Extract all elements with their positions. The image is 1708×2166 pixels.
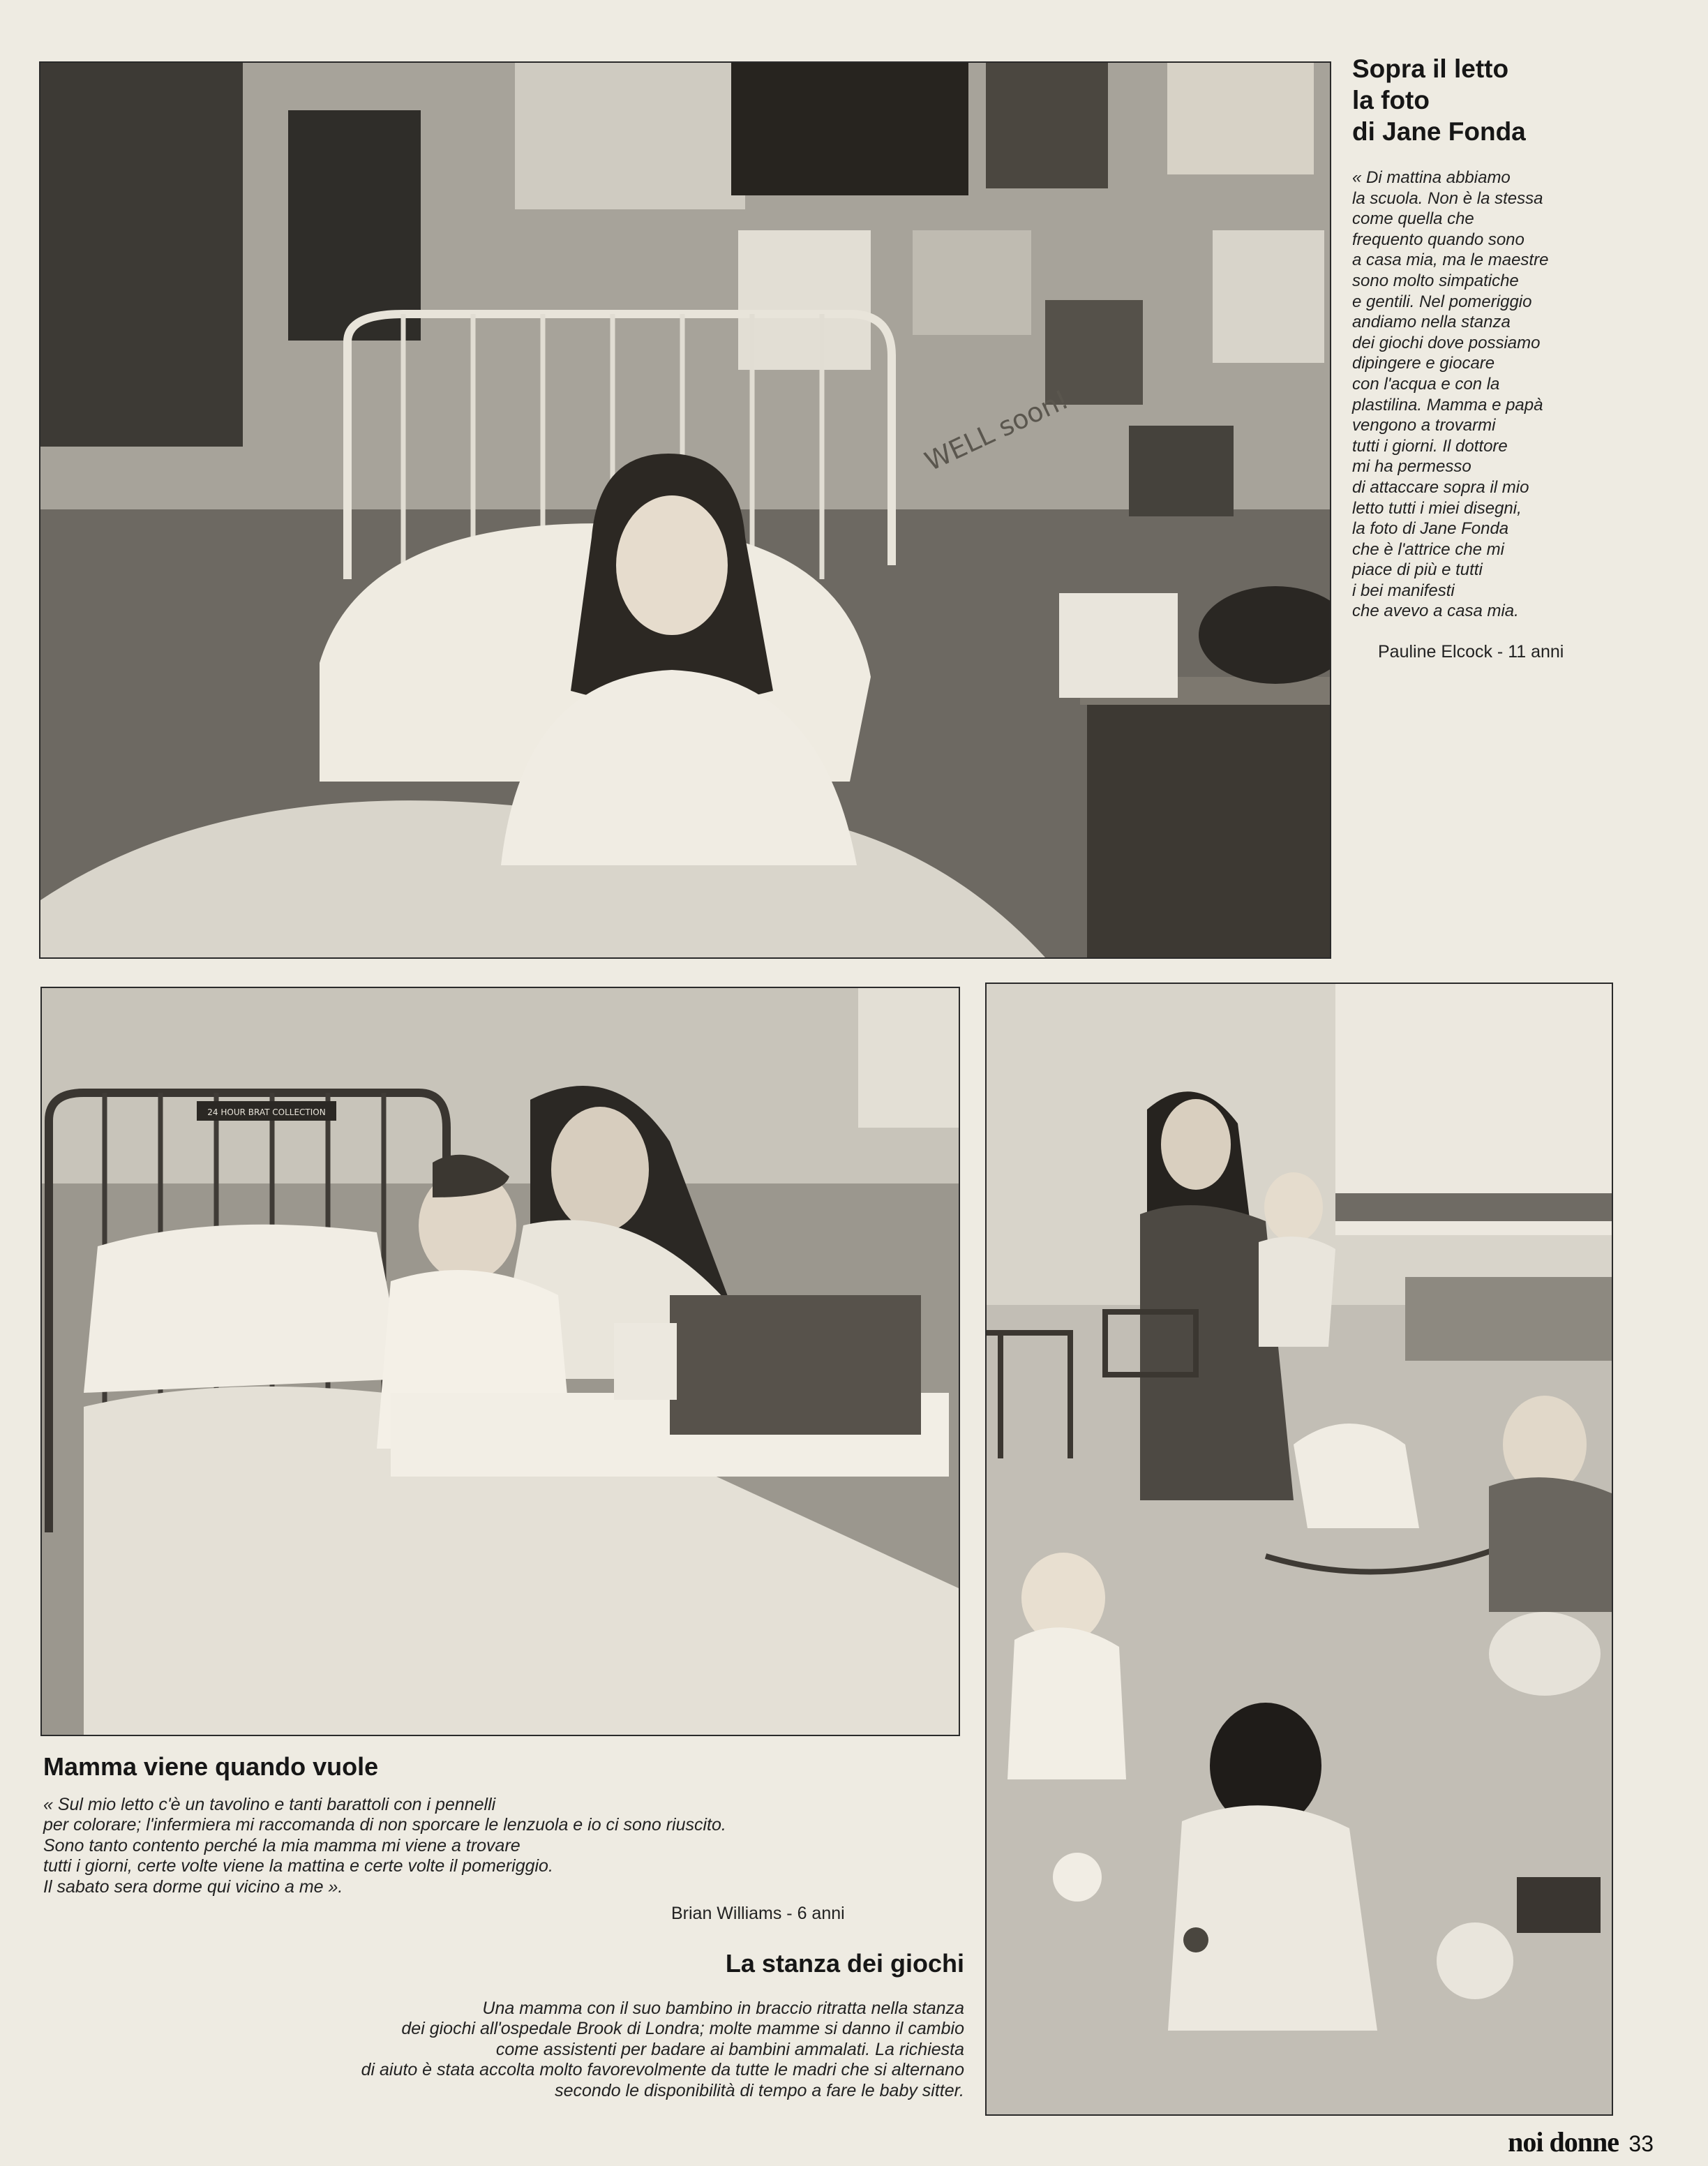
quote-line: Sono tanto contento perché la mia mamma mi viene a trovare [43, 1835, 520, 1855]
caption-line: di aiuto è stata accolta molto favorevolmente da tutte le madri che si alternano [361, 2060, 964, 2080]
quote-line: con l'acqua e con la [1352, 374, 1500, 394]
quote-line: piace di più e tutti [1352, 560, 1483, 580]
quote-line: mi ha permesso [1352, 457, 1471, 477]
quote-line: plastilina. Mamma e papà [1352, 395, 1543, 414]
article-middle-title: Mamma viene quando vuole [43, 1752, 379, 1781]
photo-girl-in-bed [39, 61, 1331, 959]
wall-card-text: WELL soon! [920, 383, 1074, 477]
quote-line: dei giochi dove possiamo [1352, 333, 1541, 352]
title-line: la foto [1352, 86, 1430, 114]
article-top-quote [1352, 167, 1631, 622]
quote-line: a casa mia, ma le maestre [1352, 251, 1549, 270]
quote-line: « Sul mio letto c'è un tavolino e tanti barattoli con i pennelli [43, 1795, 496, 1814]
quote-line: « Di mattina abbiamo [1352, 168, 1511, 187]
article-top-title [1352, 53, 1526, 147]
quote-line: Il sabato sera dorme qui vicino a me ». [43, 1876, 343, 1897]
quote-line: la scuola. Non è la stessa [1352, 188, 1543, 208]
quote-line: vengono a trovarmi [1352, 416, 1496, 435]
quote-line: tutti i giorni. Il dottore [1352, 436, 1508, 456]
page-footer [1508, 2126, 1654, 2158]
title-line: Sopra il letto [1352, 54, 1509, 83]
quote-line: i bei manifesti [1352, 581, 1455, 600]
photo-boy-with-mother [40, 987, 960, 1736]
photo-playroom [985, 983, 1613, 2116]
quote-line: di attaccare sopra il mio [1352, 477, 1529, 497]
quote-line: per colorare; l'infermiera mi raccomanda di non sporcare le lenzuola e io ci sono riuscito. [43, 1815, 726, 1835]
page-number: 33 [1628, 2131, 1654, 2156]
quote-line: che è l'attrice che mi [1352, 539, 1505, 559]
article-bottom-title: La stanza dei giochi [725, 1949, 964, 1978]
caption-line: dei giochi all'ospedale Brook di Londra; molte mamme si danno il cambio [401, 2019, 964, 2039]
magazine-logo: noi donne [1508, 2126, 1619, 2158]
photo-playroom-illustration [987, 984, 1612, 2114]
quote-line: frequento quando sono [1352, 230, 1525, 249]
quote-line: come quella che [1352, 209, 1474, 229]
article-middle-signature: Brian Williams - 6 anni [671, 1904, 845, 1923]
caption-line: come assistenti per badare ai bambini ammalati. La richiesta [495, 2039, 964, 2059]
quote-line: sono molto simpatiche [1352, 271, 1519, 290]
quote-line: andiamo nella stanza [1352, 313, 1511, 332]
quote-line: la foto di Jane Fonda [1352, 519, 1509, 539]
caption-line: Una mamma con il suo bambino in braccio ritratta nella stanza [482, 1999, 964, 2018]
bed-card-text: 24 HOUR BRAT COLLECTION [207, 1107, 326, 1117]
article-bottom-caption [361, 1999, 964, 2101]
photo-girl-in-bed-illustration [40, 63, 1330, 957]
quote-line: tutti i giorni, certe volte viene la mattina e certe volte il pomeriggio. [43, 1856, 553, 1876]
article-top-signature: Pauline Elcock - 11 anni [1378, 642, 1564, 662]
quote-line: e gentili. Nel pomeriggio [1352, 292, 1532, 311]
title-line: di Jane Fonda [1352, 117, 1526, 146]
caption-line: secondo le disponibilità di tempo a fare le baby sitter. [555, 2080, 964, 2100]
quote-line: dipingere e giocare [1352, 354, 1495, 373]
quote-line: che avevo a casa mia. [1352, 602, 1519, 621]
quote-line: letto tutti i miei disegni, [1352, 498, 1522, 518]
article-middle-quote [43, 1795, 726, 1897]
photo-boy-with-mother-illustration [42, 988, 959, 1735]
